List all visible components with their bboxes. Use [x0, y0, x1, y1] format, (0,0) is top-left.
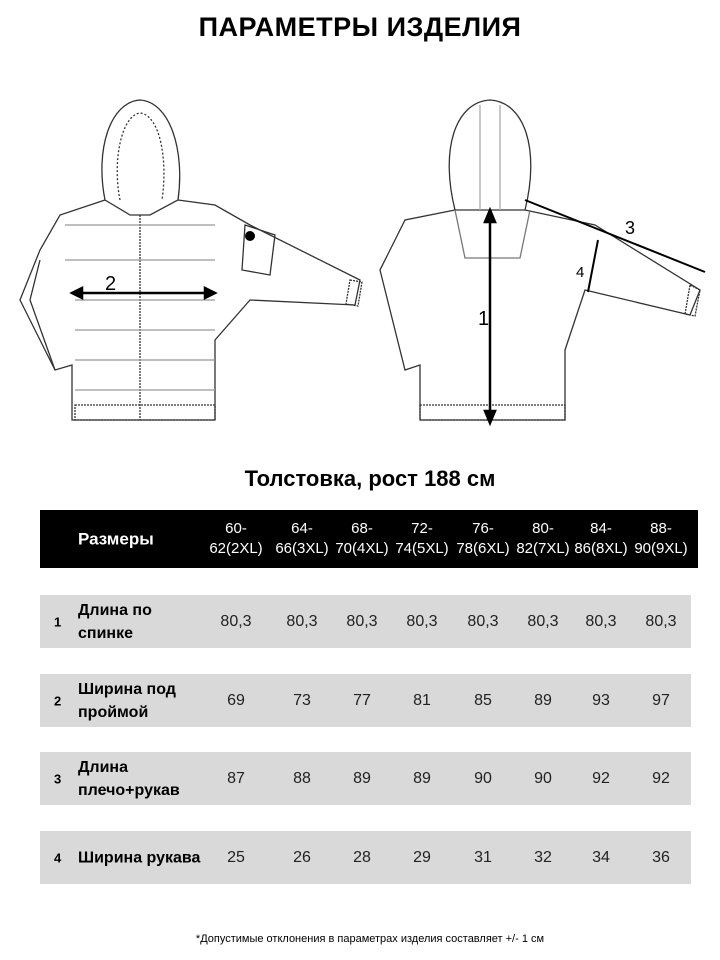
value-cell: 25 — [227, 848, 245, 866]
table-row — [40, 752, 691, 805]
value-cell: 93 — [592, 691, 610, 709]
value-cell: 92 — [652, 769, 670, 787]
size-header-cell: 76- 78(6XL) — [456, 520, 510, 557]
measure-2-arrow — [72, 288, 215, 298]
jacket-back — [380, 100, 700, 420]
table-row — [40, 831, 691, 884]
size-header-cell: 64- 66(3XL) — [275, 520, 329, 557]
value-cell: 80,3 — [346, 612, 378, 630]
value-cell: 80,3 — [527, 612, 559, 630]
size-header-cell: 80- 82(7XL) — [516, 520, 570, 557]
size-header-cell: 88- 90(9XL) — [634, 520, 688, 557]
value-cell: 34 — [592, 848, 610, 866]
row-label: Ширина рукава — [78, 849, 201, 866]
value-cell: 87 — [227, 769, 245, 787]
measure-2-label: 2 — [105, 273, 117, 295]
value-cell: 90 — [534, 769, 552, 787]
row-label: Длина плечо+рукав — [78, 758, 180, 799]
shoulder-point-marker — [245, 231, 255, 241]
row-number: 4 — [54, 850, 62, 865]
row-label: Длина по спинке — [78, 601, 152, 642]
value-cell: 32 — [534, 848, 552, 866]
row-number: 1 — [54, 614, 62, 629]
value-cell: 29 — [413, 848, 431, 866]
measure-3-label: 3 — [625, 218, 636, 238]
value-cell: 92 — [592, 769, 610, 787]
value-cell: 80,3 — [645, 612, 677, 630]
value-cell: 97 — [652, 691, 670, 709]
value-cell: 80,3 — [220, 612, 252, 630]
value-cell: 69 — [227, 691, 245, 709]
table-row — [40, 595, 691, 648]
measure-4-arrow — [588, 240, 598, 292]
measure-4-label: 4 — [576, 264, 585, 281]
value-cell: 90 — [474, 769, 492, 787]
row-number: 2 — [54, 693, 62, 708]
value-cell: 88 — [293, 769, 311, 787]
value-cell: 36 — [652, 848, 670, 866]
value-cell: 31 — [474, 848, 492, 866]
value-cell: 80,3 — [406, 612, 438, 630]
value-cell: 85 — [474, 691, 492, 709]
jacket-front — [20, 100, 362, 420]
tolerance-footnote: *Допустимые отклонения в параметрах изделия составляет +/- 1 см — [195, 933, 545, 945]
product-subtitle: Толстовка, рост 188 см — [244, 466, 496, 491]
page-title: ПАРАМЕТРЫ ИЗДЕЛИЯ — [198, 12, 522, 42]
value-cell: 28 — [353, 848, 371, 866]
value-cell: 80,3 — [467, 612, 499, 630]
value-cell: 73 — [293, 691, 311, 709]
value-cell: 80,3 — [286, 612, 318, 630]
table-row — [40, 674, 691, 727]
value-cell: 89 — [353, 769, 371, 787]
measure-3-arrow — [525, 200, 705, 272]
row-number: 3 — [54, 771, 62, 786]
value-cell: 80,3 — [585, 612, 617, 630]
size-header-cell: 72- 74(5XL) — [395, 520, 449, 557]
size-header-cell: 68- 70(4XL) — [335, 520, 389, 557]
value-cell: 77 — [353, 691, 371, 709]
row-label: Ширина под проймой — [78, 680, 176, 721]
sizes-header-label: Размеры — [78, 529, 154, 549]
size-table-header — [40, 510, 698, 568]
size-header-cell: 84- 86(8XL) — [574, 520, 628, 557]
value-cell: 89 — [534, 691, 552, 709]
value-cell: 26 — [293, 848, 311, 866]
measure-1-label: 1 — [478, 308, 490, 330]
value-cell: 89 — [413, 769, 431, 787]
jacket-diagram — [15, 95, 715, 440]
size-header-cell: 60- 62(2XL) — [209, 520, 263, 557]
value-cell: 81 — [413, 691, 431, 709]
